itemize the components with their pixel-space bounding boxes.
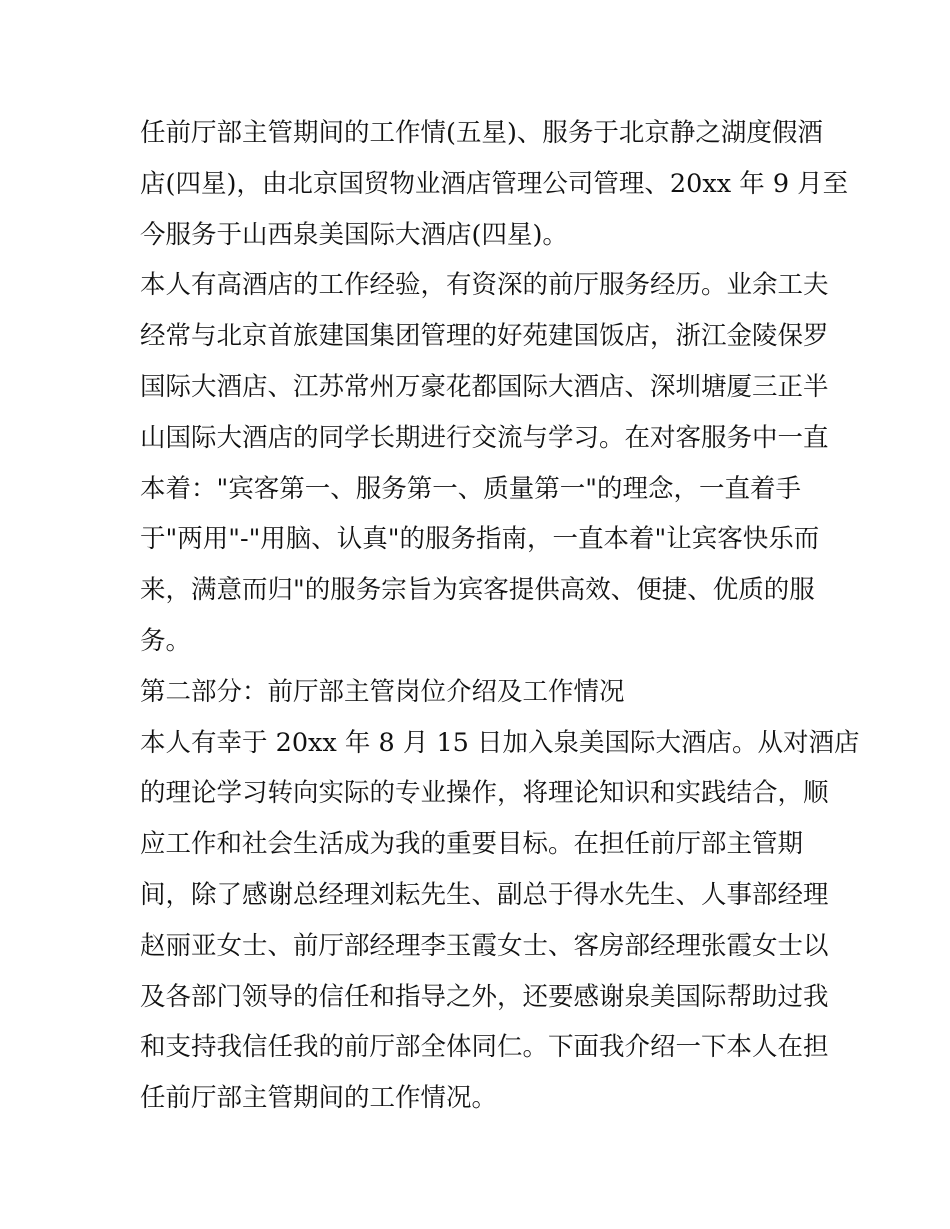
text-line: 本人有高酒店的工作经验，有资深的前厅服务经历。业余工夫 bbox=[140, 270, 829, 301]
text-line: 国际大酒店、江苏常州万豪花都国际大酒店、深圳塘厦三正半 bbox=[140, 371, 829, 402]
text-line: 间，除了感谢总经理刘耘先生、副总于得水先生、人事部经理 bbox=[140, 879, 829, 910]
text-line: 赵丽亚女士、前厅部经理李玉霞女士、客房部经理张霞女士以 bbox=[140, 930, 829, 961]
text-line: 任前厅部主管期间的工作情(五星)、服务于北京静之湖度假酒 bbox=[140, 118, 823, 148]
text-line: 及各部门领导的信任和指导之外，还要感谢泉美国际帮助过我 bbox=[140, 981, 829, 1012]
text-line: 本人有幸于 20xx 年 8 月 15 日加入泉美国际大酒店。从对酒店 bbox=[140, 727, 860, 758]
text-line: 于"两用"-"用脑、认真"的服务指南，一直本着"让宾客快乐而 bbox=[140, 524, 820, 555]
text-line: 经常与北京首旅建国集团管理的好苑建国饭店，浙江金陵保罗 bbox=[140, 321, 829, 352]
text-line: 和支持我信任我的前厅部全体同仁。下面我介绍一下本人在担 bbox=[140, 1032, 829, 1063]
text-line: 今服务于山西泉美国际大酒店(四星)。 bbox=[140, 219, 568, 250]
text-line: 来，满意而归"的服务宗旨为宾客提供高效、便捷、优质的服 bbox=[140, 575, 815, 606]
text-line: 应工作和社会生活成为我的重要目标。在担任前厅部主管期 bbox=[140, 829, 804, 860]
text-line: 的理论学习转向实际的专业操作，将理论知识和实践结合，顺 bbox=[140, 778, 829, 809]
section-heading: 第二部分：前厅部主管岗位介绍及工作情况 bbox=[140, 676, 625, 707]
body-text bbox=[140, 108, 860, 1124]
text-line: 务。 bbox=[140, 625, 192, 656]
text-line: 店(四星)，由北京国贸物业酒店管理公司管理、20xx 年 9 月至 bbox=[140, 168, 849, 199]
text-line: 任前厅部主管期间的工作情况。 bbox=[140, 1083, 498, 1114]
text-line: 山国际大酒店的同学长期进行交流与学习。在对客服务中一直 bbox=[140, 422, 829, 453]
text-line: 本着："宾客第一、服务第一、质量第一"的理念，一直着手 bbox=[140, 473, 801, 504]
